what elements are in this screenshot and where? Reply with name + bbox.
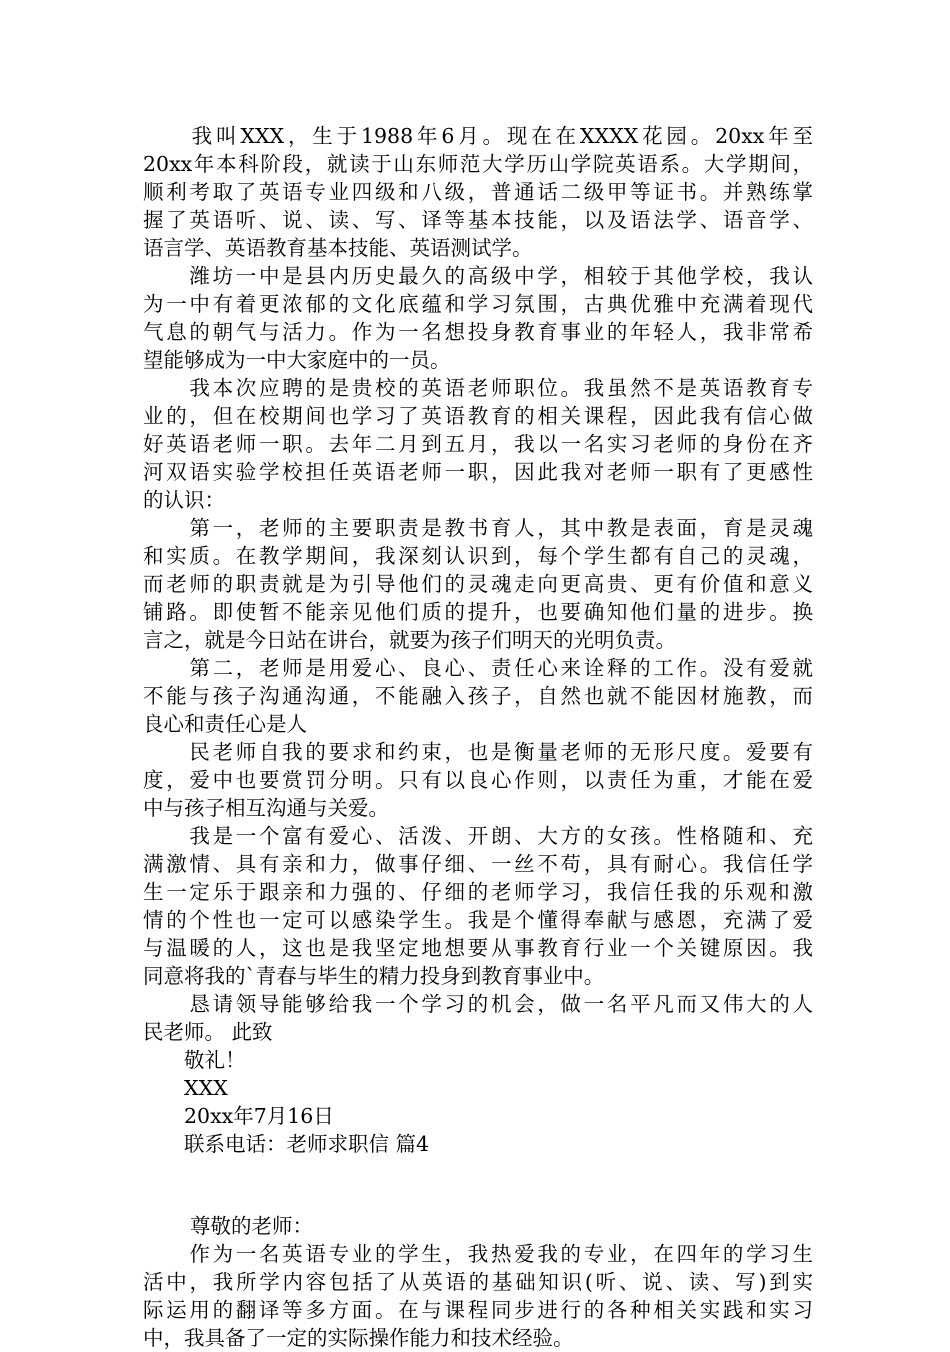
signature-name: XXX	[143, 1076, 228, 1100]
text-line: 恳请领导能够给我一个学习的机会，做一名平凡而又伟大的人	[143, 992, 813, 1016]
contact-line: 联系电话：老师求职信 篇4	[143, 1132, 430, 1156]
text-line: 铺路。即使暂不能亲见他们质的提升，也要确知他们量的进步。换	[143, 600, 813, 624]
text-line: 同意将我的`青春与毕生的精力投身到教育事业中。	[143, 964, 605, 988]
text-line: 民老师自我的要求和约束，也是衡量老师的无形尺度。爱要有	[143, 740, 813, 764]
text-line: 活中，我所学内容包括了从英语的基础知识(听、说、读、写)到实	[143, 1270, 813, 1294]
text-line: 际运用的翻译等多方面。在与课程同步进行的各种相关实践和实习	[143, 1298, 813, 1322]
text-line: 第一，老师的主要职责是教书育人，其中教是表面，育是灵魂	[143, 516, 813, 540]
salutation: 尊敬的老师：	[149, 1214, 313, 1238]
text-line: 为一中有着更浓郁的文化底蕴和学习氛围，古典优雅中充满着现代	[143, 292, 813, 316]
text-line: 好英语老师一职。去年二月到五月，我以一名实习老师的身份在齐	[143, 432, 813, 456]
text-line: 握了英语听、说、读、写、译等基本技能，以及语法学、语音学、	[143, 208, 813, 232]
text-line: 业的，但在校期间也学习了英语教育的相关课程，因此我有信心做	[143, 404, 813, 428]
text-line: 顺利考取了英语专业四级和八级，普通话二级甲等证书。并熟练掌	[143, 180, 813, 204]
text-line: 20xx年本科阶段，就读于山东师范大学历山学院英语系。大学期间，	[143, 152, 813, 176]
text-line: 潍坊一中是县内历史最久的高级中学，相较于其他学校，我认	[143, 264, 813, 288]
text-line: 望能够成为一中大家庭中的一员。	[143, 348, 451, 372]
text-line: 我本次应聘的是贵校的英语老师职位。我虽然不是英语教育专	[143, 376, 813, 400]
text-line: 河双语实验学校担任英语老师一职，因此我对老师一职有了更感性	[143, 460, 813, 484]
text-line: 第二，老师是用爱心、良心、责任心来诠释的工作。没有爱就	[143, 656, 813, 680]
text-line: 中，我具备了一定的实际操作能力和技术经验。	[143, 1326, 574, 1350]
letter-date: 20xx年7月16日	[143, 1104, 334, 1128]
text-line: 言之，就是今日站在讲台，就要为孩子们明天的光明负责。	[143, 628, 676, 652]
text-line: 民老师。 此致	[143, 1020, 273, 1044]
text-line: 作为一名英语专业的学生，我热爱我的专业，在四年的学习生	[143, 1242, 813, 1266]
text-line: 与温暖的人，这也是我坚定地想要从事教育行业一个关键原因。我	[143, 936, 813, 960]
text-line: 情的个性也一定可以感染学生。我是个懂得奉献与感恩，充满了爱	[143, 908, 813, 932]
text-line: 中与孩子相互沟通与关爱。	[143, 796, 389, 820]
text-line: 的认识：	[143, 488, 225, 512]
text-line: 和实质。在教学期间，我深刻认识到，每个学生都有自己的灵魂，	[143, 544, 813, 568]
text-line: 满激情、具有亲和力，做事仔细、一丝不苟，具有耐心。我信任学	[143, 852, 813, 876]
text-line: 生一定乐于跟亲和力强的、仔细的老师学习，我信任我的乐观和激	[143, 880, 813, 904]
text-line: 而老师的职责就是为引导他们的灵魂走向更高贵、更有价值和意义	[143, 572, 813, 596]
text-line: 气息的朝气与活力。作为一名想投身教育事业的年轻人，我非常希	[143, 320, 813, 344]
text-line: 不能与孩子沟通沟通，不能融入孩子，自然也就不能因材施教，而	[143, 684, 813, 708]
text-line: 我是一个富有爱心、活泼、开朗、大方的女孩。性格随和、充	[143, 824, 813, 848]
closing-salute: 敬礼！	[143, 1048, 246, 1072]
text-line: 语言学、英语教育基本技能、英语测试学。	[143, 236, 533, 260]
text-line: 度，爱中也要赏罚分明。只有以良心作则，以责任为重，才能在爱	[143, 768, 813, 792]
text-line: 良心和责任心是人	[143, 712, 307, 736]
text-line: 我叫XXX，生于1988年6月。现在在XXXX花园。20xx年至	[143, 124, 813, 148]
